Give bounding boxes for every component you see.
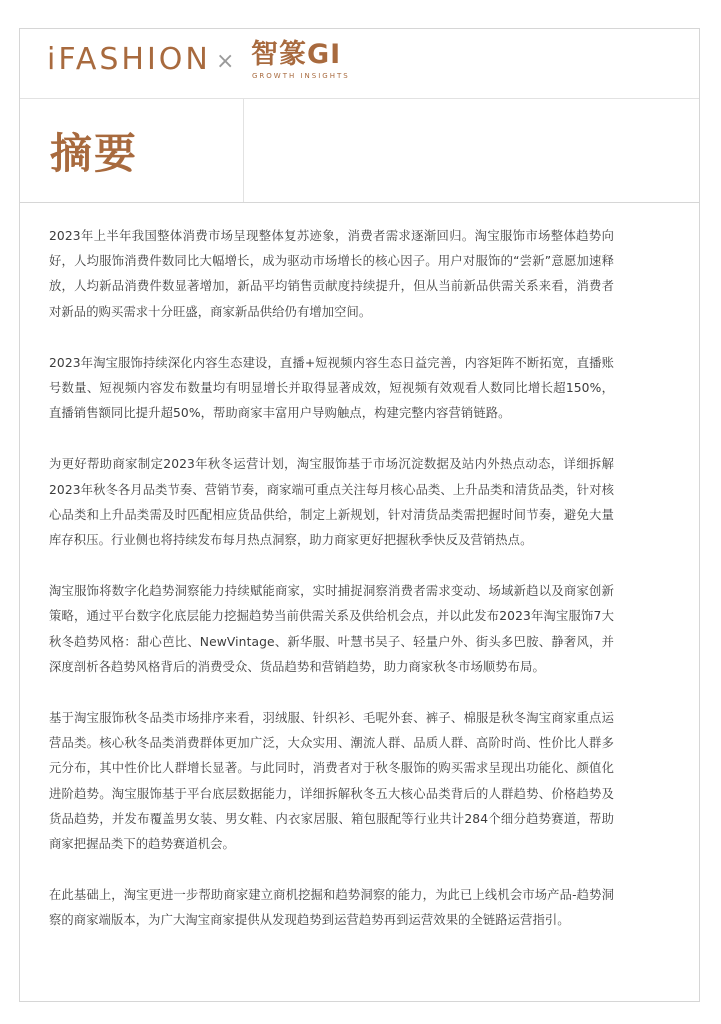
logo-separator: × — [216, 49, 235, 74]
growth-insights-logo-mark: 智篆GI — [251, 39, 342, 70]
growth-insights-logo-tagline: GROWTH INSIGHTS — [252, 72, 350, 80]
summary-paragraph: 2023年上半年我国整体消费市场呈现整体复苏迹象，消费者需求逐渐回归。淘宝服饰市场整体趋势向好，人均服饰消费件数同比大幅增长，成为驱动市场增长的核心因子。用户对服饰的“尝新”意愿加速释放，人均新品消费件数显著增加，新品平均销售贡献度持续提升，但从当前新品供需关系来看，消费者对新品的购买需求十分旺盛，商家新品供给仍有增加空间。 — [49, 229, 614, 319]
summary-paragraph: 2023年淘宝服饰持续深化内容生态建设，直播+短视频内容生态日益完善，内容矩阵不断拓宽，直播账号数量、短视频内容发布数量均有明显增长并取得显著成效，短视频有效观看人数同比增长超150%，直播销售额同比提升超50%，帮助商家丰富用户导购触点，构建完整内容营销链路。 — [49, 355, 614, 421]
summary-paragraph: 为更好帮助商家制定2023年秋冬运营计划，淘宝服饰基于市场沉淀数据及站内外热点动态，详细拆解2023年秋冬各月品类节奏、营销节奏，商家端可重点关注每月核心品类、上升品类和清货品类，针对核心品类和上升品类需及时匹配相应货品供给，制定上新规划，针对清货品类需把握时间节奏，避免大量库存积压。行业侧也将持续发布每月热点洞察，助力商家更好把握秋季快反及营销热点。 — [49, 457, 614, 548]
header-bar — [20, 29, 699, 99]
summary-paragraph: 在此基础上，淘宝更进一步帮助商家建立商机挖掘和趋势洞察的能力，为此已上线机会市场产品-趋势洞察的商家端版本，为广大淘宝商家提供从发现趋势到运营趋势再到运营效果的全链路运营指引。 — [49, 888, 614, 928]
title-band — [20, 99, 699, 203]
summary-paragraph: 基于淘宝服饰秋冬品类市场排序来看，羽绒服、针织衫、毛呢外套、裤子、棉服是秋冬淘宝商家重点运营品类。核心秋冬品类消费群体更加广泛，大众实用、潮流人群、品质人群、高阶时尚、性价比人群多元分布，其中性价比人群增长显著。与此同时，消费者对于秋冬服饰的购买需求呈现出功能化、颜值化进阶趋势。淘宝服饰基于平台底层数据能力，详细拆解秋冬五大核心品类背后的人群趋势、价格趋势及货品趋势，并发布覆盖男女装、男女鞋、内衣家居服、箱包服配等行业共计284个细分趋势赛道，帮助商家把握品类下的趋势赛道机会。 — [49, 711, 614, 852]
growth-insights-logo — [251, 41, 361, 87]
summary-body — [49, 224, 614, 960]
page-title: 摘要 — [50, 129, 139, 178]
title-divider — [243, 99, 244, 202]
summary-paragraph: 淘宝服饰将数字化趋势洞察能力持续赋能商家，实时捕捉洞察消费者需求变动、场域新趋以及商家创新策略，通过平台数字化底层能力挖掘趋势当前供需关系及供给机会点，并以此发布2023年淘宝服饰7大秋冬趋势风格：甜心芭比、NewVintage、新华服、叶慧书吴子、轻量户外、街头多巴胺、静奢风，并深度剖析各趋势风格背后的消费受众、货品趋势和营销趋势，助力商家秋冬市场顺势布局。 — [49, 584, 614, 674]
ifashion-logo: iFASHION — [47, 42, 211, 77]
